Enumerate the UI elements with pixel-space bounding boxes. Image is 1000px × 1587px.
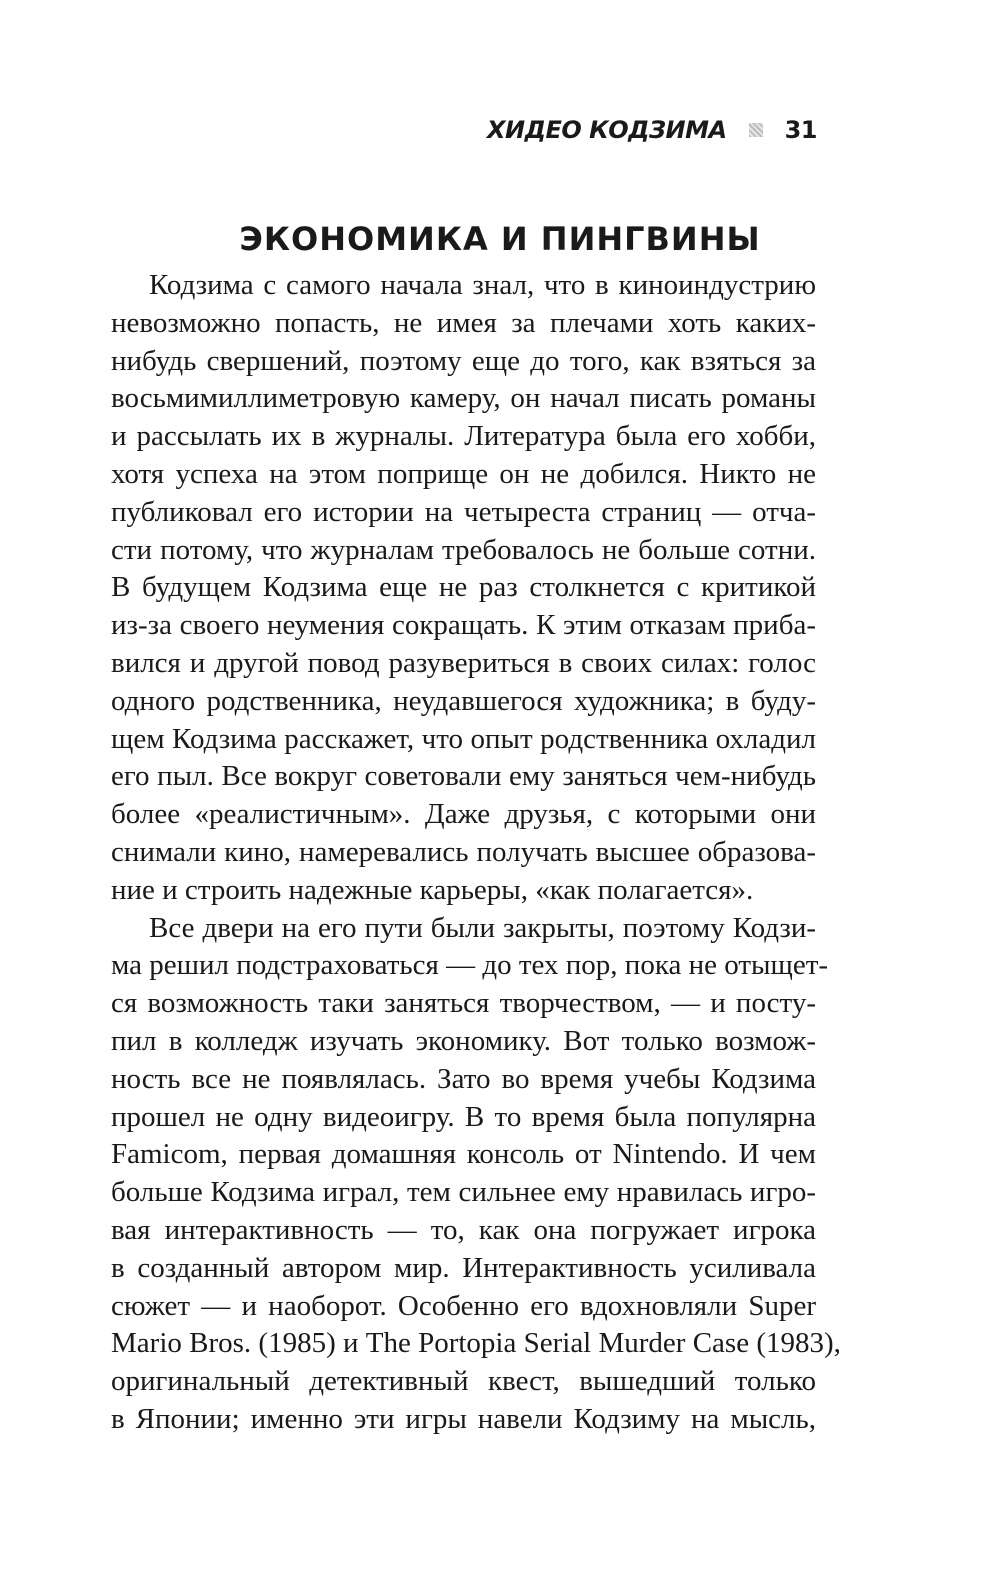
text-line: вая интерактивность — то, как она погружает игрока <box>111 1213 816 1246</box>
body-text <box>111 267 841 1439</box>
text-line: невозможно попасть, не имея за плечами хоть каких- <box>111 306 816 339</box>
text-line: и рассылать их в журналы. Литература была его хобби, <box>111 420 816 453</box>
text-line: Все двери на его пути были закрыты, поэтому Кодзи- <box>149 911 816 944</box>
paragraph-2 <box>111 910 841 1439</box>
text-line: в Японии; именно эти игры навели Кодзиму на мысль, <box>111 1402 816 1435</box>
paragraph-1 <box>111 267 816 910</box>
text-line: восьмимиллиметровую камеру, он начал писать романы <box>111 382 816 415</box>
text-line: оригинальный детективный квест, вышедший только <box>111 1365 816 1398</box>
text-line: щем Кодзима расскажет, что опыт родственника охладил <box>111 722 816 755</box>
text-line: ность все не появлялась. Зато во время учебы Кодзима <box>111 1062 816 1095</box>
text-line: Mario Bros. (1985) и The Portopia Serial Murder Case (1983), <box>111 1327 841 1360</box>
page-number: 31 <box>784 116 817 144</box>
text-line: В будущем Кодзима еще не раз столкнется с критикой <box>111 571 816 604</box>
text-line: снимали кино, намеревались получать высшее образова- <box>111 835 816 868</box>
text-line: сти потому, что журналам требовалось не больше сотни. <box>111 533 816 566</box>
text-line: нибудь свершений, поэтому еще до того, как взяться за <box>111 344 816 377</box>
text-line: больше Кодзима играл, тем сильнее ему нравилась игро- <box>111 1176 816 1209</box>
text-line: одного родственника, неудавшегося художника; в буду- <box>111 684 816 717</box>
section-heading: ЭКОНОМИКА И ПИНГВИНЫ <box>239 220 761 258</box>
text-line: его пыл. Все вокруг советовали ему заняться чем-нибудь <box>111 760 816 793</box>
running-title: ХИДЕО КОДЗИМА <box>486 116 727 144</box>
text-line: Кодзима с самого начала знал, что в киноиндустрию <box>149 269 816 301</box>
text-line: пил в колледж изучать экономику. Вот только возмож- <box>111 1024 816 1057</box>
text-line: Famicom, первая домашняя консоль от Nintendo. И чем <box>111 1138 816 1171</box>
text-line: ма решил подстраховаться — до тех пор, пока не отыщет- <box>111 949 829 982</box>
text-line: из-за своего неумения сокращать. К этим отказам приба- <box>111 609 816 642</box>
text-line: прошел не одну видеоигру. В то время была популярна <box>111 1100 816 1133</box>
text-line: ние и строить надежные карьеры, «как полагается». <box>111 873 754 906</box>
running-head <box>487 116 817 144</box>
text-line: сюжет — и наоборот. Особенно его вдохновляли Super <box>111 1289 816 1322</box>
text-line: хотя успеха на этом поприще он не добился. Никто не <box>111 457 816 490</box>
text-line: вился и другой повод разувериться в своих силах: голос <box>111 646 816 679</box>
text-line: в созданный автором мир. Интерактивность усиливала <box>111 1251 816 1284</box>
running-head-marker <box>749 123 763 137</box>
text-line: публиковал его истории на четыреста страниц — отча- <box>111 495 816 528</box>
text-line: более «реалистичным». Даже друзья, с которыми они <box>111 798 816 831</box>
text-line: ся возможность таки заняться творчеством, — и посту- <box>111 987 816 1020</box>
